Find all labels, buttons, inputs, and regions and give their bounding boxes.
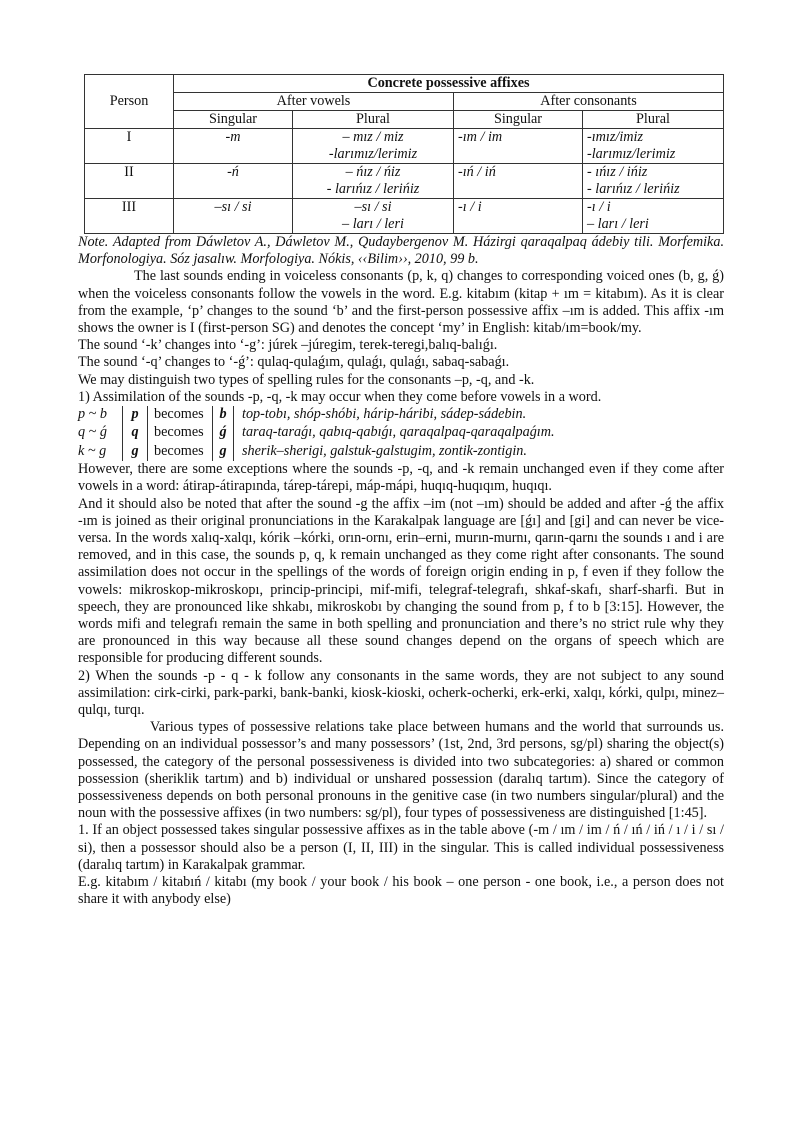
affix-cell: –sı / si: [354, 199, 392, 215]
affix-cell: - larıńız / lerińiz: [587, 181, 680, 197]
possessive-affixes-table: [84, 74, 724, 234]
person-header: Person: [85, 75, 174, 129]
rule-examples: sherik–sherigi, galstuk-galstugim, zontik-zontigin.: [242, 442, 527, 459]
paragraph: However, there are some exceptions where the sounds -p, -q, and -k remain unchanged even if they come after vowels in a word: átirap-átirapında, tárep-tárepi, máp-mápi, huqıq-huqıqım, huqıqı.: [78, 461, 724, 495]
singular-header: Singular: [174, 111, 293, 129]
paragraph: The last sounds ending in voiceless consonants (p, k, q) changes to corresponding voiced ones (b, g, ǵ) when the voiceless consonants follow the vowels in the word. E.g. kitabım (kitap + ım = kitabım). As it is clear from the example, ‘p’ changes to the sound ‘b’ and the first-person possessive affix –ım is added. This affix -ım shows the owner is I (first-person SG) and denotes the concept ‘my’ in English: kitab/ım=book/my.: [78, 268, 724, 337]
singular-header: Singular: [454, 111, 583, 129]
after-consonants-header: After consonants: [454, 93, 724, 111]
paragraph: Various types of possessive relations take place between humans and the world that surrounds us. Depending on an individual possessor’s and many possessors’ (1st, 2nd, 3rd persons, sg/pl) sharing the object(s) possessed, the category of the personal possessiveness is divided into two subcategories: a) shared or common possession (sheriklik tartım) and b) individual or unshared possession (daralıq tartım). Since the category of possessiveness depends on both personal pronouns in the genitive case (in two numbers singular/plural) and the noun with the possessive affixes (in two numbers: sg/pl), four types of possessiveness are distinguished [1:45].: [78, 719, 724, 822]
affix-cell: – ları / leri: [587, 216, 649, 232]
affix-cell: -ı / i: [587, 199, 611, 215]
rule-from: q: [122, 424, 148, 442]
plural-header: Plural: [583, 111, 724, 129]
affix-cell: -m: [225, 129, 241, 145]
rule-from: p: [122, 406, 148, 424]
rule-examples: taraq-taraǵı, qabıq-qabıǵı, qaraqalpaq-qaraqalpaǵım.: [242, 424, 555, 441]
rule-to: b: [212, 406, 234, 424]
table-row: [85, 129, 724, 164]
affix-cell: - larıńız / lerińiz: [326, 181, 420, 197]
affix-cell: – ńız / ńiz: [345, 164, 401, 180]
person-cell: I: [85, 129, 174, 164]
rule-to: g: [212, 443, 234, 461]
rule-row: [78, 406, 724, 424]
affix-cell: –sı / si: [214, 199, 252, 215]
rule-to: ǵ: [212, 424, 234, 442]
main-header: Concrete possessive affixes: [174, 75, 724, 93]
affix-cell: -ım / im: [458, 129, 503, 145]
rule-pair: p ~ b: [78, 406, 107, 423]
rule-row: [78, 424, 724, 442]
rule-pair: q ~ ǵ: [78, 424, 107, 441]
after-vowels-header: After vowels: [174, 93, 454, 111]
paragraph: The sound ‘-q’ changes to ‘-ǵ’: qulaq-qulaǵım, qulaǵı, qulaǵı, sabaq-sabaǵı.: [78, 354, 510, 371]
affix-cell: -ımız/imiz: [587, 129, 643, 145]
table-note: Note. Adapted from Dáwletov A., Dáwletov M., Qudaybergenov M. Házirgi qaraqalpaq ádebiy tili. Morfemika. Morfonologiya. Sóz jasalıw. Morfologiya. Nókis, ‹‹Bilim››, 2010, 99 b.: [78, 234, 724, 268]
paragraph: 2) When the sounds -p - q - k follow any consonants in the same words, they are not subject to any sound assimilation: cirk-cirki, park-parki, bank-banki, kiosk-kioski, ocherk-ocherki, erk-erki, xalqı, kórki, qulpı, minez–qulqı, turqı.: [78, 667, 724, 719]
person-cell: III: [85, 199, 174, 234]
table-row: [85, 164, 724, 199]
rule-from: g: [122, 443, 148, 461]
rule-word: becomes: [154, 424, 204, 441]
page-content: [78, 74, 724, 908]
affix-cell: -larımız/lerimiz: [328, 146, 418, 162]
affix-cell: -ı / i: [458, 199, 482, 215]
paragraph: And it should also be noted that after the sound -g the affix –im (not –ım) should be added and after -ǵ the affix -ım is joined as their original pronunciations in the Karakalpak language are [ǵı] and [gi] and can never be vice-versa. In the words xalıq-xalqı, kórik –kórki, orın-ornı, erin–erni, murın-murnı, qarın-qarnı the sounds ı and i are removed, and in this case, the sounds p, q, k remain unchanged as they come right after consonants. The sound assimilation does not occur in the spellings of the words of foreign origin ending in p, f even if they follow the vowels: mikroskop-mikroskopı, princip-principi, mif-mifi, telegraf-telegrafı, shkaf-skafı, sharf-sharfi. But in speech, they are pronounced like shkabı, mikroskobı by changing the sound from p, f to b [3:15]. However, the words mifi and telegrafı remain the same in both spelling and pronunciation and there’s no strict rule why they are pronounced in this way because all these sound changes depend on the organs of speech which are responsible for producing different sounds.: [78, 495, 724, 667]
paragraph: 1. If an object possessed takes singular possessive affixes as in the table above (-m / ım / im / ń / ıń / iń / ı / i / sı / si), then a possessor should also be a person (I, II, III) in the singular. This is called individual possessiveness (daralıq tartım) in Karakalpak grammar.: [78, 822, 724, 873]
table-row: [85, 199, 724, 234]
assimilation-rules: [78, 406, 724, 461]
affix-cell: -ıń / iń: [458, 164, 496, 180]
paragraph: E.g. kitabım / kitabıń / kitabı (my book / your book / his book – one person - one book, i.e., a person does not share it with anybody else): [78, 874, 724, 908]
rule-pair: k ~ g: [78, 442, 107, 459]
affix-cell: - ıńız / ińiz: [587, 164, 648, 180]
rule-examples: top-tobı, shóp-shóbi, hárip-háribi, sádep-sádebin.: [242, 406, 527, 423]
rule-row: [78, 443, 724, 461]
paragraph: The sound ‘-k’ changes into ‘-g’: júrek –júregim, terek-teregi,balıq-balıǵı.: [78, 337, 498, 354]
paragraph: We may distinguish two types of spelling rules for the consonants –p, -q, and -k.: [78, 371, 535, 388]
affix-cell: – mız / miz: [342, 129, 404, 145]
rule-word: becomes: [154, 442, 204, 459]
paragraph: 1) Assimilation of the sounds -p, -q, -k may occur when they come before vowels in a word.: [78, 388, 602, 405]
affix-cell: -larımız/lerimiz: [587, 146, 676, 162]
person-cell: II: [85, 164, 174, 199]
plural-header: Plural: [293, 111, 454, 129]
affix-cell: – ları / leri: [342, 216, 404, 232]
affix-cell: -ń: [227, 164, 239, 180]
rule-word: becomes: [154, 406, 204, 423]
